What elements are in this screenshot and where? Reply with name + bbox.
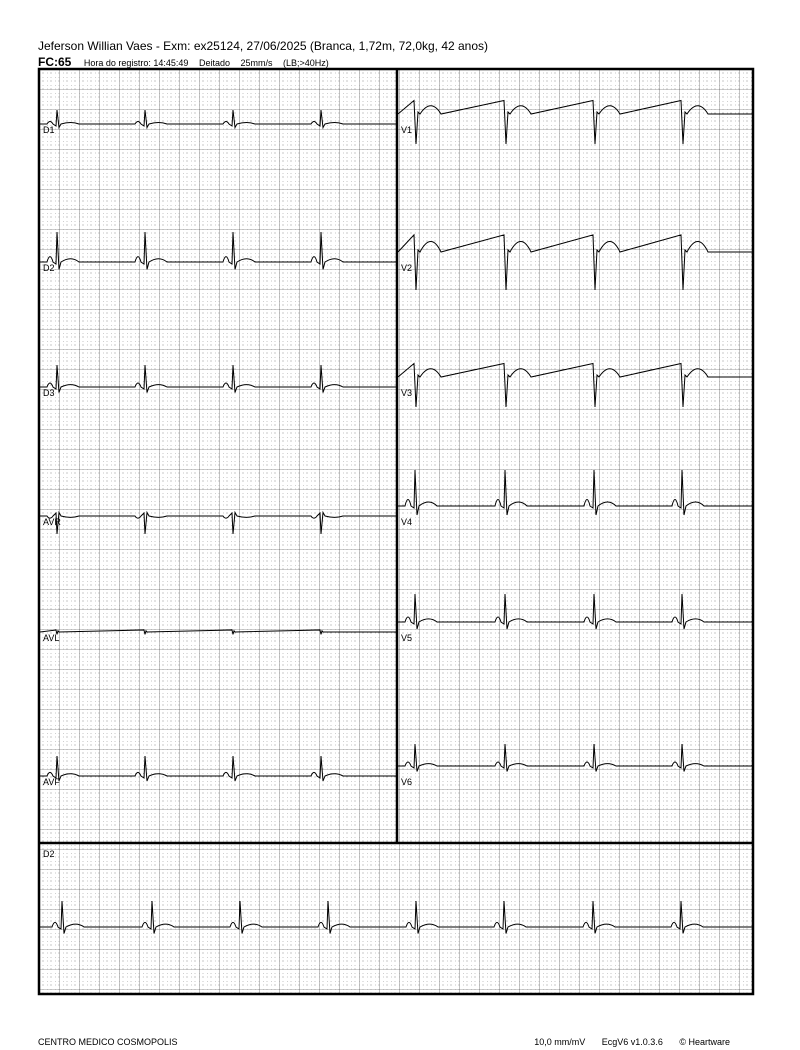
software-version: EcgV6 v1.0.3.6	[601, 1037, 663, 1047]
lead-label-d2: D2	[43, 263, 55, 273]
lead-label-d1: D1	[43, 125, 55, 135]
lead-label-d2: D2	[43, 849, 55, 859]
lead-label-avf: AVF	[43, 777, 60, 787]
lead-label-d3: D3	[43, 388, 55, 398]
footer-info	[520, 1037, 730, 1047]
patient-info: Jeferson Willian Vaes - Exm: ex25124, 27/06/2025 (Branca, 1,72m, 72,0kg, 42 anos)	[38, 39, 489, 53]
lead-label-v6: V6	[401, 777, 413, 787]
lead-label-v5: V5	[401, 633, 413, 643]
gain-setting: 10,0 mm/mV	[534, 1037, 586, 1047]
lead-label-v1: V1	[401, 125, 413, 135]
lead-label-v2: V2	[401, 263, 413, 273]
heart-rate: FC:65	[38, 55, 72, 69]
lead-label-avl: AVL	[43, 633, 60, 643]
brand-logo: © Heartware	[679, 1037, 730, 1047]
filter-setting: (LB;>40Hz)	[283, 58, 329, 68]
clinic-name: CENTRO MEDICO COSMOPOLIS	[38, 1037, 178, 1047]
lead-label-v3: V3	[401, 388, 413, 398]
paper-speed: 25mm/s	[240, 58, 273, 68]
lead-label-avr: AVR	[43, 517, 61, 527]
patient-position: Deitado	[198, 58, 230, 68]
record-time: Hora do registro: 14:45:49	[83, 58, 189, 68]
lead-label-v4: V4	[401, 517, 413, 527]
